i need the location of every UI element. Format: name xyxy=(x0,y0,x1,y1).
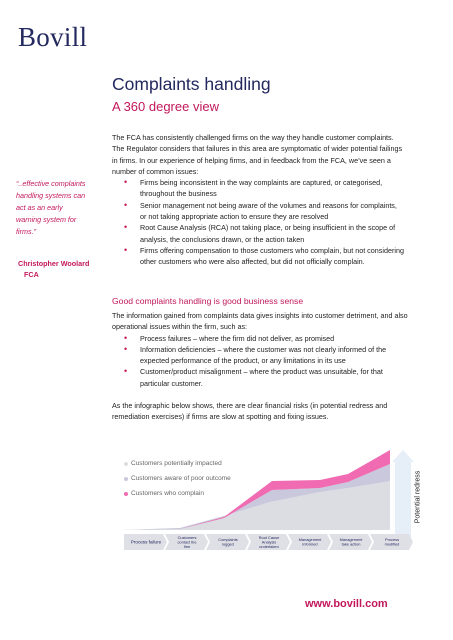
quote-line: firms.” xyxy=(16,227,36,236)
legend-item xyxy=(124,456,231,471)
quote-line: handling systems can xyxy=(16,191,86,200)
list-item: • Senior management not being aware of the volumes and reasons for complaints, or not taking appropriate action to ensure they are resolved xyxy=(112,200,404,223)
step-label-line: Process xyxy=(384,537,400,543)
operational-section xyxy=(112,310,408,389)
step-label-line: Process failure xyxy=(130,539,162,545)
quote-author: Christopher Woolard xyxy=(18,259,90,268)
step-label-line: Management xyxy=(339,537,363,543)
step-label-line: undertaken xyxy=(259,543,279,549)
bovill-logo: Bovill xyxy=(18,22,88,52)
closing-section xyxy=(112,400,408,423)
pull-quote xyxy=(16,178,102,238)
legend-label: Customers who complain xyxy=(131,490,204,497)
step-label-line: Management xyxy=(298,537,322,543)
section-intro: The information gained from complaints data gives insights into customer detriment, and also operational issues within the firm, such as: xyxy=(112,311,408,332)
step-label xyxy=(385,537,400,547)
list-item: • Firms being inconsistent in the way complaints are captured, or categorised, throughout the business xyxy=(112,177,404,200)
redress-arrow-head xyxy=(392,450,414,462)
page-title: Complaints handling xyxy=(112,74,271,94)
legend-label: Customers potentially impacted xyxy=(131,460,222,467)
page-subtitle: A 360 degree view xyxy=(112,99,219,114)
operational-issues-list xyxy=(112,333,408,389)
quote-line: act as an early xyxy=(16,203,63,212)
quote-line: “..effective complaints xyxy=(16,179,86,188)
step-label-line: logged xyxy=(222,541,234,547)
step-label-line: informed xyxy=(302,541,318,547)
intro-section xyxy=(112,132,404,268)
redress-arrow-shaft xyxy=(395,462,411,544)
step-label xyxy=(340,537,364,547)
list-item: • Customer/product misalignment – where the product was unsuitable, for that particular customer. xyxy=(112,366,408,389)
list-item: • Process failures – where the firm did not deliver, as promised xyxy=(112,333,408,344)
step-label-line: Complaints xyxy=(218,537,238,543)
step-label-line: modified xyxy=(384,541,400,547)
legend-label: Customers aware of poor outcome xyxy=(131,475,231,482)
quote-attribution xyxy=(18,258,108,280)
legend-dot xyxy=(124,462,128,466)
section-heading: Good complaints handling is good business sense xyxy=(112,296,304,306)
chart-legend xyxy=(124,456,231,501)
step-label xyxy=(131,540,162,545)
list-item: • Firms offering compensation to those customers who complain, but not considering other customers who were also affected, but did not officially complain. xyxy=(112,245,404,268)
intro-paragraph: The FCA has consistently challenged firms on the way they handle customer complaints. The Regulator considers that failures in this area are symptomatic of wider potential failings in firms. In our experience of helping firms, and in feedback from the FCA, we’ve seen a number of common issues: xyxy=(112,133,403,176)
list-item: • Root Cause Analysis (RCA) not taking place, or being insufficient in the scope of analysis, the conclusions drawn, or the action taken xyxy=(112,222,404,245)
legend-item xyxy=(124,471,231,486)
legend-dot xyxy=(124,477,128,481)
potential-redress-label: Potential redress xyxy=(414,470,422,524)
step-label-line: Root Cause xyxy=(258,534,280,540)
issues-list xyxy=(112,177,404,267)
step-label-line: Analysis xyxy=(261,539,277,545)
step-label-line: Customers xyxy=(177,534,197,540)
step-label-line: firm xyxy=(183,543,191,549)
step-label xyxy=(259,535,280,549)
step-label-line: take action xyxy=(341,541,361,547)
legend-dot xyxy=(124,492,128,496)
website-link[interactable]: www.bovill.com xyxy=(305,598,388,610)
legend-item xyxy=(124,486,231,501)
list-item: • Information deficiencies – where the customer was not clearly informed of the expected performance of the product, or any limitations in its use xyxy=(112,344,408,367)
step-label-line: contact the xyxy=(177,539,197,545)
closing-paragraph: As the infographic below shows, there are clear financial risks (in potential redress and remediation exercises) if firms are slow at spotting and fixing issues. xyxy=(112,401,388,422)
quote-organisation: FCA xyxy=(24,270,39,279)
quote-line: warning system for xyxy=(16,215,77,224)
